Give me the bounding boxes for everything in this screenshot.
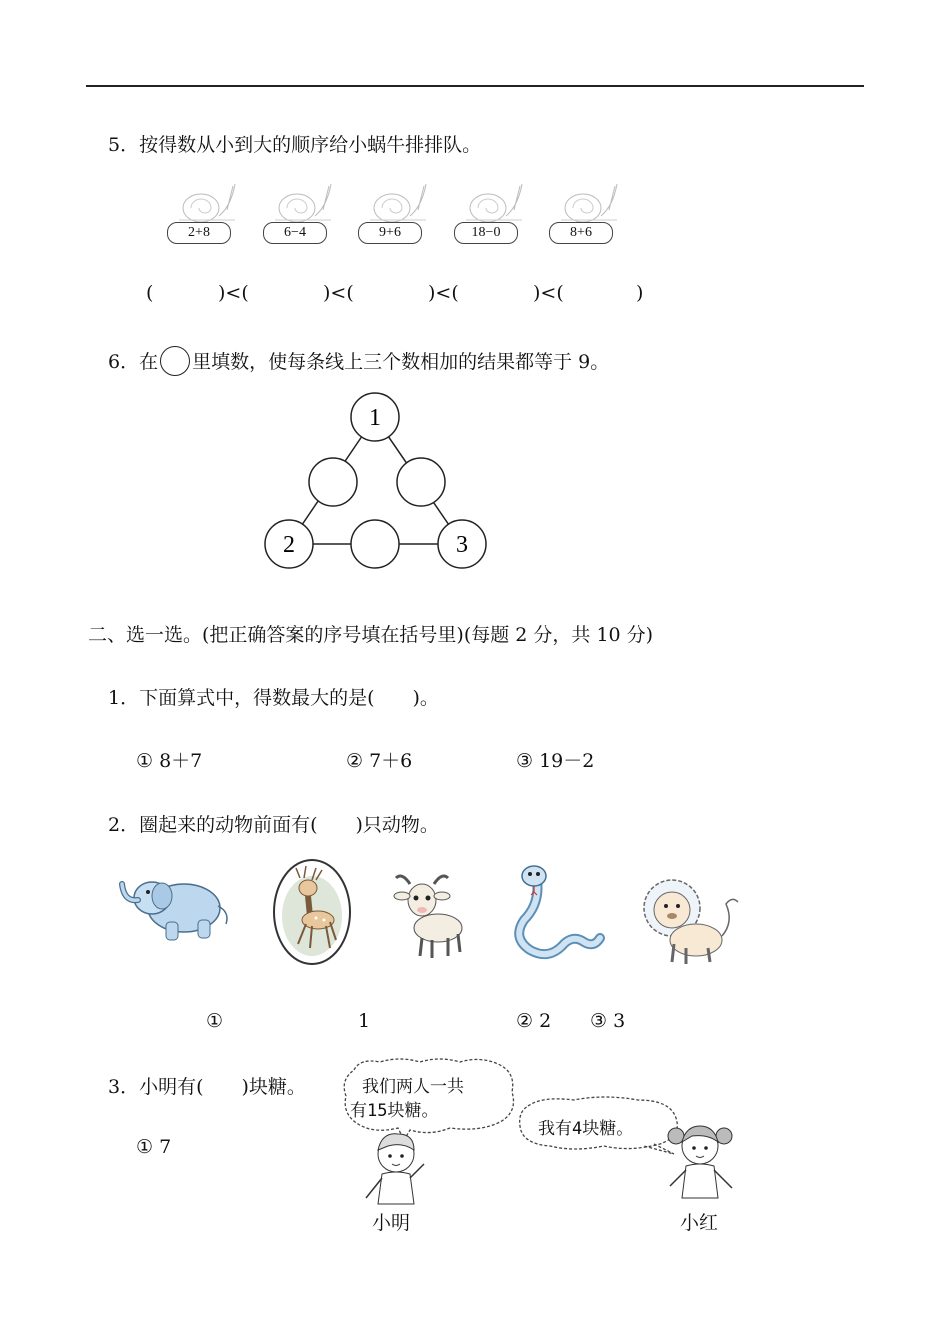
goat-icon [390, 870, 470, 960]
node-mid-left[interactable] [309, 458, 357, 506]
snail-expression: 9+6 [358, 222, 422, 244]
order-paren: )<( [218, 282, 249, 304]
node-left-label: 2 [283, 532, 295, 558]
snail-icon [271, 180, 335, 224]
s2q3-option-1[interactable]: ① 7 [136, 1136, 172, 1158]
snail-icon [366, 180, 430, 224]
s2q1-text: 1．下面算式中，得数最大的是( )。 [108, 687, 439, 709]
node-top-label: 1 [369, 405, 381, 431]
q6-suffix: 里填数，使每条线上三个数相加的结果都等于 9。 [192, 351, 610, 373]
snail-expression: 2+8 [167, 222, 231, 244]
triangle-diagram [262, 392, 492, 572]
snail-expression: 8+6 [549, 222, 613, 244]
order-paren: )<( [428, 282, 459, 304]
s2q2-option-2[interactable]: ② 2 [516, 1010, 552, 1032]
snail-2 [263, 180, 335, 250]
girl-name: 小红 [680, 1212, 719, 1234]
node-mid-right[interactable] [397, 458, 445, 506]
snail-5 [549, 180, 621, 250]
s2q2-option-1-value: 1 [358, 1010, 371, 1032]
bubble-left-line1: 我们两人一共 [362, 1077, 464, 1097]
s2q3-text: 3．小明有( )块糖。 [108, 1076, 306, 1098]
deer-circled-icon [270, 858, 354, 966]
snail-icon [557, 180, 621, 224]
boy-name: 小明 [372, 1212, 411, 1234]
bubble-right-text: 我有4块糖。 [538, 1119, 634, 1139]
circle-icon [160, 346, 190, 376]
snail-expression: 6−4 [263, 222, 327, 244]
q5-title: 5．按得数从小到大的顺序给小蜗牛排排队。 [108, 134, 482, 156]
s2q2-text: 2．圈起来的动物前面有( )只动物。 [108, 814, 439, 836]
q6-title [108, 346, 609, 376]
s2q2-option-3[interactable]: ③ 3 [590, 1010, 626, 1032]
bubble-left-line2: 有15块糖。 [350, 1101, 439, 1121]
snail-icon [462, 180, 526, 224]
girl-xiaohong-icon [662, 1118, 742, 1204]
snail-expression: 18−0 [454, 222, 518, 244]
snail-4 [454, 180, 526, 250]
snail-icon [175, 180, 239, 224]
order-paren: ) [636, 282, 644, 304]
s2q1-option-3[interactable]: ③ 19－2 [516, 750, 595, 772]
s2q1-option-1[interactable]: ① 8＋7 [136, 750, 203, 772]
section2-title: 二、选一选。(把正确答案的序号填在括号里)(每题 2 分，共 10 分) [88, 624, 654, 646]
node-bottom-mid[interactable] [351, 520, 399, 568]
order-paren: )<( [323, 282, 354, 304]
snail-3 [358, 180, 430, 250]
order-paren: ( [146, 282, 154, 304]
snail-1 [167, 180, 239, 250]
top-rule [86, 85, 864, 87]
order-paren: )<( [533, 282, 564, 304]
boy-xiaoming-icon [352, 1128, 442, 1212]
node-right-label: 3 [456, 532, 468, 558]
snake-icon [506, 862, 606, 966]
s2q2-option-1[interactable]: ① [206, 1010, 224, 1032]
q6-prefix: 6．在 [108, 351, 159, 373]
s2q1-option-2[interactable]: ② 7＋6 [346, 750, 413, 772]
lion-icon [640, 874, 740, 970]
elephant-icon [118, 870, 234, 944]
